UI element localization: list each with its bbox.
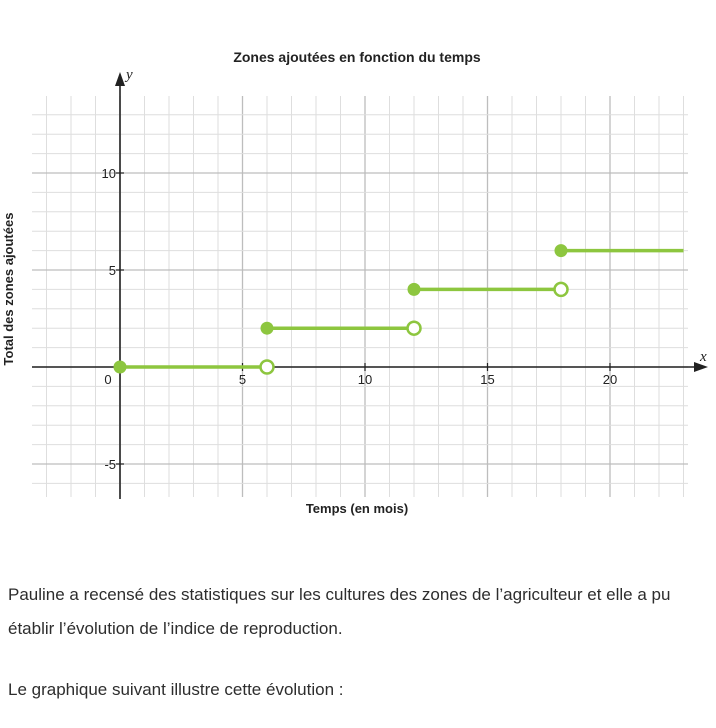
y-axis-arrow bbox=[115, 72, 125, 86]
open-endpoint bbox=[555, 283, 568, 296]
intro-paragraph: Pauline a recensé des statistiques sur les cultures des zones de l’agriculteur et elle a pu établir l’évolution de l’indice de reproduction. bbox=[8, 585, 671, 638]
x-tick-label: 5 bbox=[238, 372, 247, 387]
y-tick-label: 10 bbox=[101, 166, 116, 181]
y-tick-label: 5 bbox=[108, 263, 116, 278]
y-axis-title: Total des zones ajoutées bbox=[1, 212, 16, 366]
x-tick-label: 0 bbox=[104, 372, 112, 387]
x-axis-title: Temps (en mois) bbox=[305, 501, 409, 516]
y-tick-label: -5 bbox=[104, 457, 116, 472]
closed-endpoint bbox=[261, 322, 274, 335]
x-axis-variable: x bbox=[700, 349, 707, 365]
chart-axes bbox=[32, 72, 708, 499]
chart-caption-paragraph: Le graphique suivant illustre cette évolution : bbox=[8, 680, 344, 699]
x-tick-label: 20 bbox=[602, 372, 618, 387]
open-endpoint bbox=[408, 322, 421, 335]
closed-endpoint bbox=[114, 361, 127, 374]
x-tick-label: 15 bbox=[480, 372, 495, 387]
chart-grid bbox=[32, 96, 688, 497]
chart-title: Zones ajoutées en fonction du temps bbox=[233, 49, 481, 65]
closed-endpoint bbox=[555, 244, 568, 257]
open-endpoint bbox=[261, 361, 274, 374]
x-tick-label: 10 bbox=[357, 372, 373, 387]
y-axis-variable: y bbox=[126, 67, 133, 83]
closed-endpoint bbox=[408, 283, 421, 296]
